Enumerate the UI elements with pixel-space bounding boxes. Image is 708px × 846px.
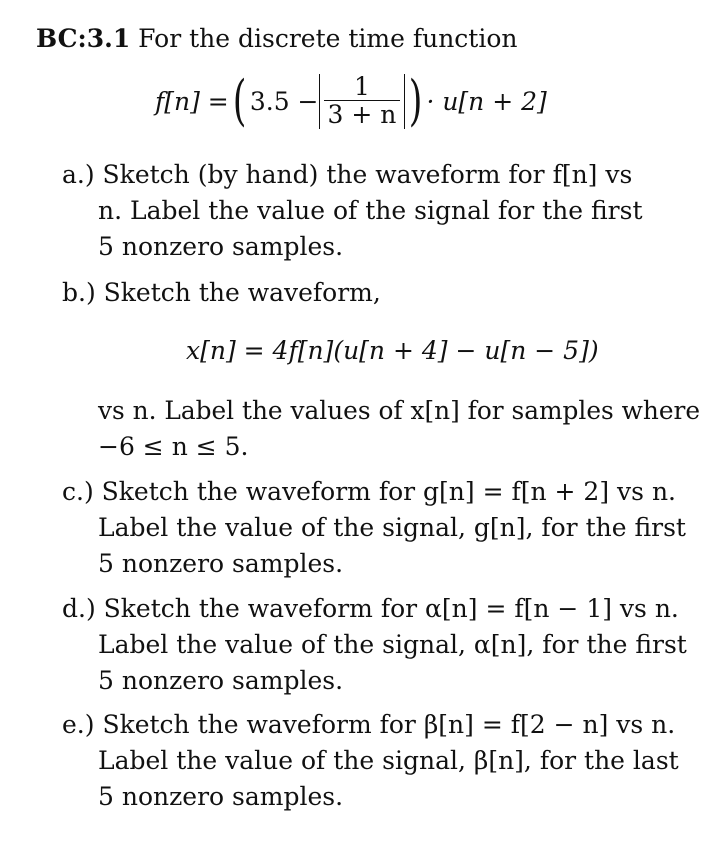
part-b-line-2: vs n. Label the values of x[n] for samples where — [98, 396, 701, 425]
fraction-numerator: 1 — [324, 74, 401, 101]
part-a-line-1: a.) Sketch (by hand) the waveform for f[n] vs — [62, 160, 633, 189]
part-a-line-3: 5 nonzero samples. — [98, 232, 344, 261]
formula-rhs: · u[n + 2] — [426, 86, 547, 116]
part-d-line-2: Label the value of the signal, α[n], for the first — [98, 630, 687, 659]
fraction-denominator: 3 + n — [327, 99, 397, 129]
part-e-line-3: 5 nonzero samples. — [98, 782, 344, 811]
part-a-line-2: n. Label the value of the signal for the first — [98, 196, 643, 225]
part-c-line-1: c.) Sketch the waveform for g[n] = f[n + 2] vs n. — [62, 477, 676, 506]
close-paren: ) — [409, 69, 423, 132]
part-d-line-3: 5 nonzero samples. — [98, 666, 344, 695]
problem-id: BC:3.1 — [36, 24, 131, 53]
part-b-equation: x[n] = 4f[n](u[n + 4] − u[n − 5]) — [186, 336, 599, 365]
open-paren: ( — [232, 69, 247, 132]
fraction — [324, 71, 401, 129]
formula-const: 3.5 − — [249, 86, 319, 116]
part-c-line-3: 5 nonzero samples. — [98, 549, 344, 578]
part-c-line-2: Label the value of the signal, g[n], for the first — [98, 513, 686, 542]
problem-header — [36, 24, 518, 54]
part-b-line-3: −6 ≤ n ≤ 5. — [98, 432, 249, 461]
formula-f — [155, 66, 547, 136]
absolute-value — [319, 71, 406, 129]
part-e-line-2: Label the value of the signal, β[n], for the last — [98, 746, 679, 775]
formula-lhs: f[n] = — [155, 86, 229, 116]
part-b-line-1: b.) Sketch the waveform, — [62, 278, 381, 307]
part-e-line-1: e.) Sketch the waveform for β[n] = f[2 − n] vs n. — [62, 710, 676, 739]
problem-intro: For the discrete time function — [138, 24, 518, 53]
part-d-line-1: d.) Sketch the waveform for α[n] = f[n − 1] vs n. — [62, 594, 679, 623]
